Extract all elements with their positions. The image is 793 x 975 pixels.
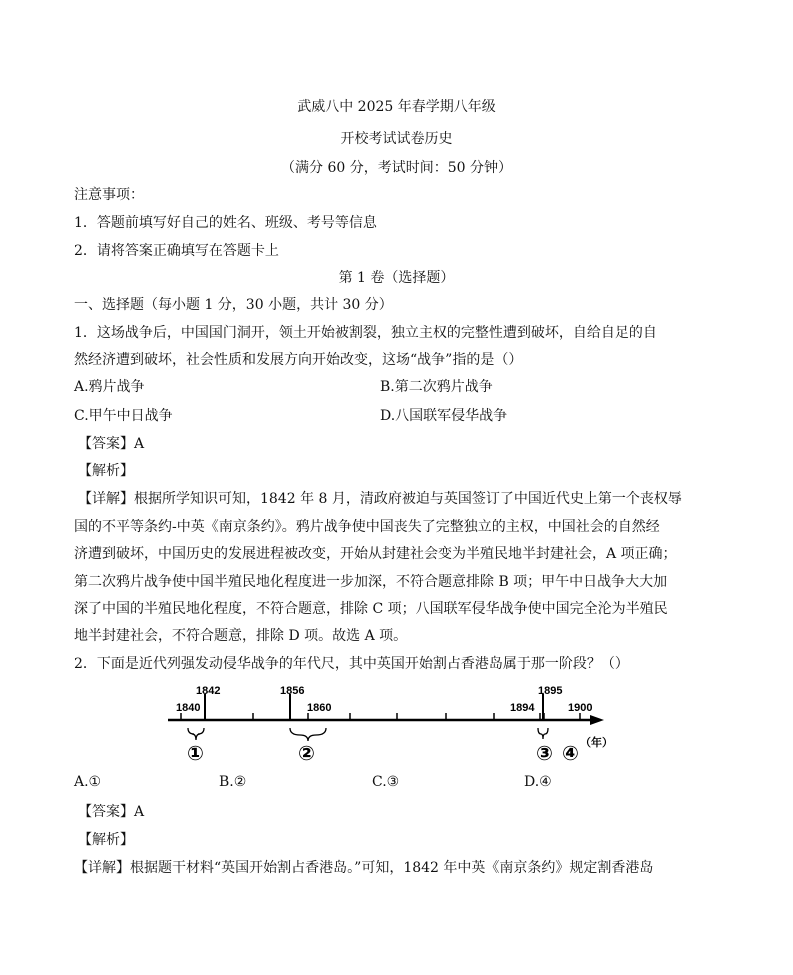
q1-detail-line: 国的不平等条约-中英《南京条约》。鸦片战争使中国丧失了完整独立的主权，中国社会的自然经 [74, 519, 660, 535]
bracket-1 [188, 728, 204, 740]
q2-option-d: D.④ [524, 774, 552, 790]
q2-answer: 【答案】A [78, 804, 145, 820]
marker: ③ [536, 743, 553, 765]
marker: ④ [562, 743, 579, 765]
year-label: 1895 [538, 685, 563, 697]
q1-detail-line: 济遭到破坏，中国历史的发展进程被改变，开始从封建社会变为半殖民地半封建社会，A 项正确； [74, 546, 677, 562]
year-label: 1842 [196, 685, 221, 697]
year-label: 1894 [510, 702, 535, 714]
exam-title: 武威八中 2025 年春学期八年级 [297, 99, 496, 115]
q2-stem: 2．下面是近代列强发动侵华战争的年代尺，其中英国开始割占香港岛属于那一阶段？（） [74, 656, 629, 672]
q2-option-c: C.③ [372, 774, 400, 790]
q1-option-b: B.第二次鸦片战争 [380, 379, 493, 395]
notes-item: 2．请将答案正确填写在答题卡上 [74, 243, 279, 259]
q1-analysis-label: 【解析】 [78, 463, 134, 479]
notes-item: 1．答题前填写好自己的姓名、班级、考号等信息 [74, 215, 377, 231]
q2-analysis-label: 【解析】 [78, 832, 134, 848]
bracket-3 [538, 728, 548, 739]
q1-detail-line: 深了中国的半殖民地化程度，不符合题意，排除 C 项；八国联军侵华战争使中国完全沦为半殖民 [74, 601, 668, 617]
year-label: 1840 [176, 702, 201, 714]
q1-option-c: C.甲午中日战争 [74, 408, 173, 424]
unit-label: （年） [580, 737, 613, 749]
q1-detail-line: 【详解】根据所学知识可知，1842 年 8 月，清政府被迫与英国签订了中国近代史上第一个丧权辱 [78, 491, 682, 507]
timeline-figure [160, 680, 630, 770]
volume-title: 第 1 卷（选择题） [338, 270, 455, 286]
bracket-2 [290, 728, 326, 741]
exam-meta: （满分 60 分，考试时间：50 分钟） [281, 160, 512, 176]
exam-subtitle: 开校考试试卷历史 [340, 131, 453, 147]
year-label: 1856 [280, 685, 305, 697]
q1-detail-line: 地半封建社会，不符合题意，排除 D 项。故选 A 项。 [74, 628, 408, 644]
marker: ② [298, 743, 315, 765]
notes-heading: 注意事项： [74, 187, 144, 203]
q1-option-a: A.鸦片战争 [74, 379, 145, 395]
q1-stem-line: 1．这场战争后，中国国门洞开，领土开始被割裂，独立主权的完整性遭到破坏，自给自足的自 [74, 325, 657, 341]
q1-detail-line: 第二次鸦片战争使中国半殖民地化程度进一步加深，不符合题意排除 B 项；甲午中日战争大大加 [74, 574, 668, 590]
year-label: 1860 [307, 702, 332, 714]
year-label: 1900 [568, 702, 593, 714]
q2-option-b: B.② [219, 774, 247, 790]
part-title: 一、选择题（每小题 1 分，30 小题，共计 30 分） [74, 297, 393, 313]
q2-detail-line: 【详解】根据题干材料“英国开始割占香港岛。”可知，1842 年中英《南京条约》规定割香港岛 [74, 860, 654, 876]
q1-answer: 【答案】A [78, 436, 145, 452]
q1-option-d: D.八国联军侵华战争 [380, 408, 508, 424]
timeline-arrow [590, 715, 604, 725]
q1-stem-line: 然经济遭到破坏，社会性质和发展方向开始改变，这场“战争”指的是（） [74, 352, 523, 368]
marker: ① [187, 743, 204, 765]
q2-option-a: A.① [74, 774, 102, 790]
